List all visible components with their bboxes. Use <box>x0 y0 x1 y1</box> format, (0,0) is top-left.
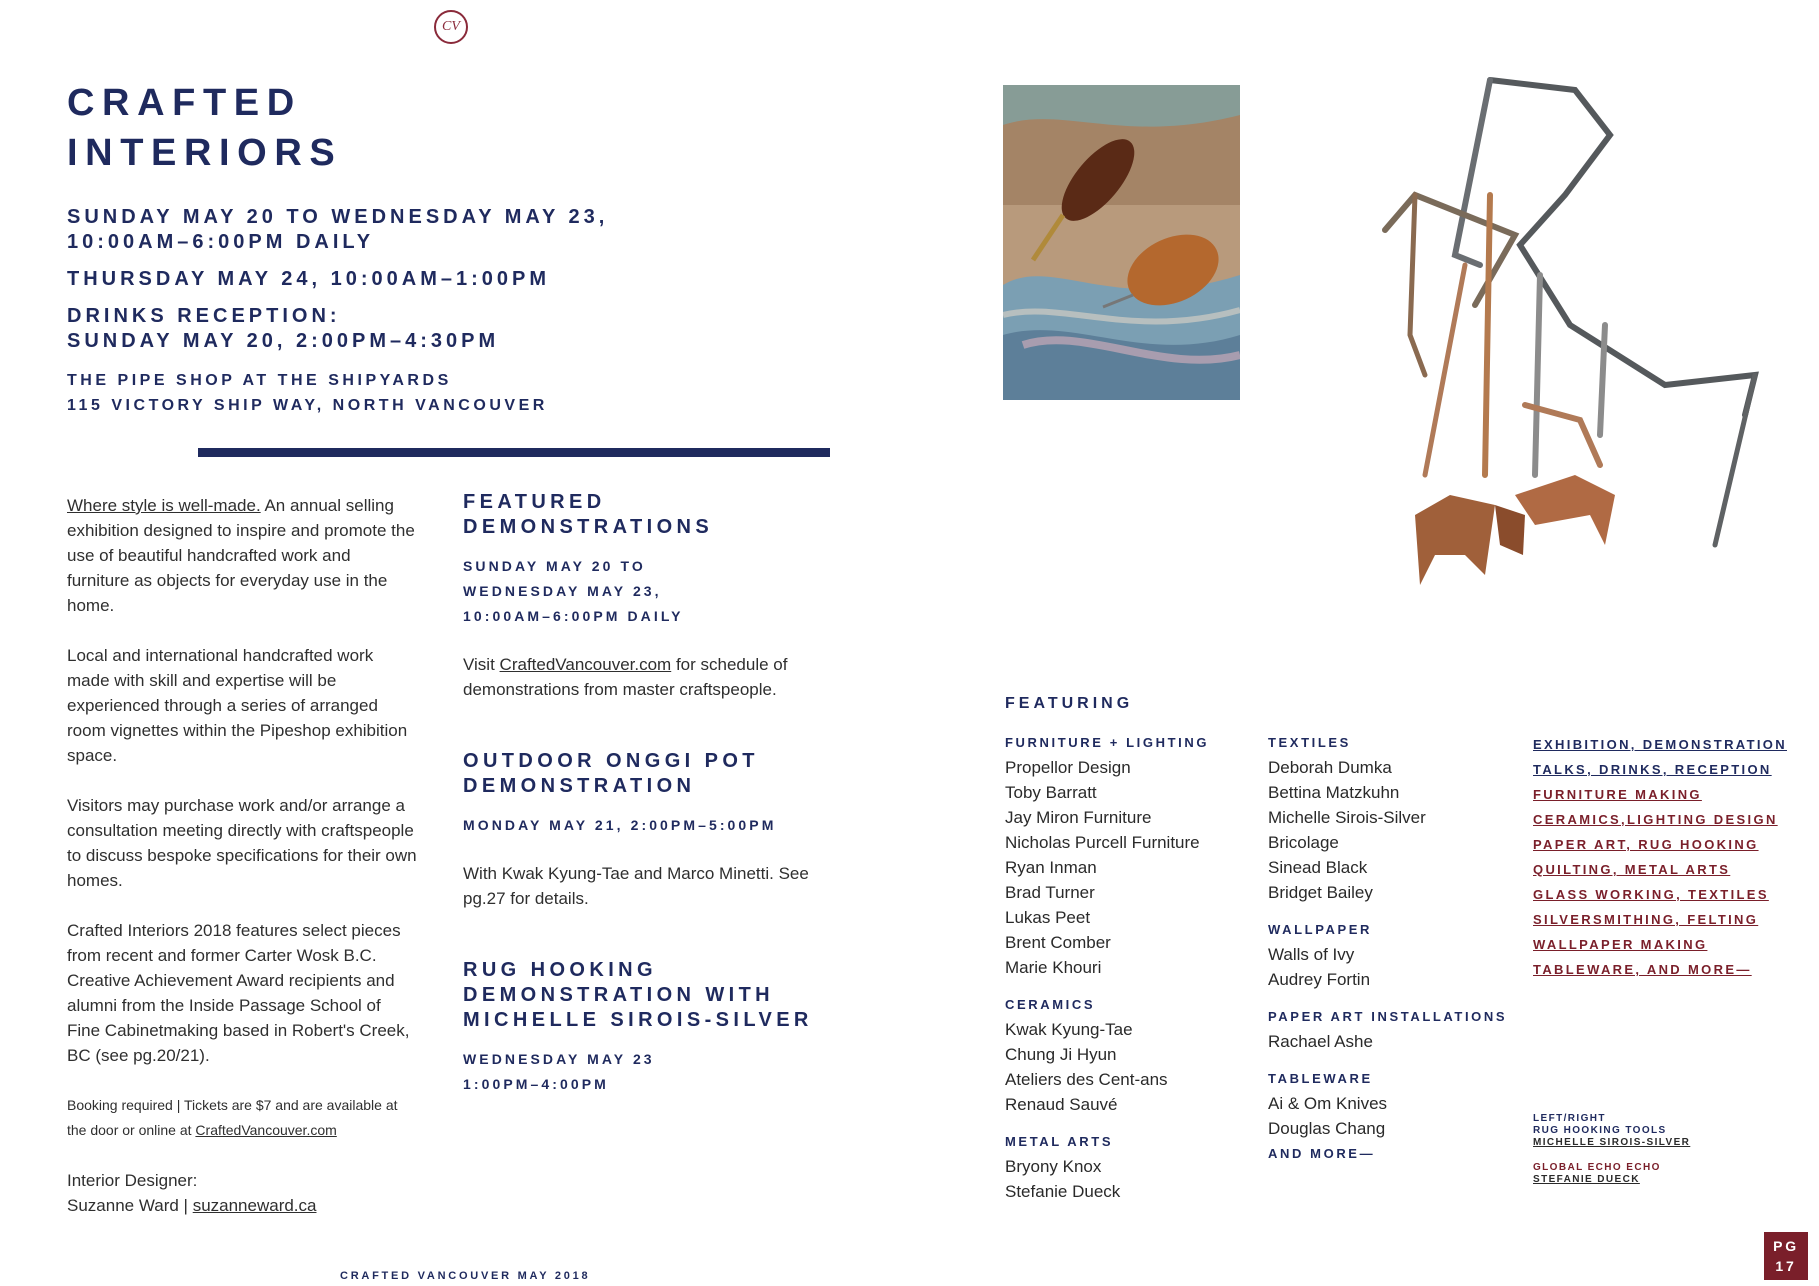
designer-credit <box>67 1193 417 1218</box>
maker-name: Propellor Design <box>1005 758 1131 777</box>
credit-line: RUG HOOKING TOOLS <box>1533 1125 1667 1136</box>
rug-hooking-illustration <box>1003 85 1240 400</box>
tag-link[interactable]: PAPER ART, RUG HOOKING <box>1533 837 1759 852</box>
maker-name: Lukas Peet <box>1005 908 1091 927</box>
featuring-group <box>1268 1004 1518 1054</box>
featuring-column-2 <box>1268 730 1518 1166</box>
credit-line: LEFT/RIGHT <box>1533 1113 1606 1124</box>
maker-name: Ai & Om Knives <box>1268 1094 1388 1113</box>
booking-link[interactable]: CraftedVancouver.com <box>195 1122 337 1138</box>
category-heading: FURNITURE + LIGHTING <box>1005 735 1210 750</box>
date-line: SUNDAY MAY 20 TO WEDNESDAY MAY 23, <box>67 206 609 228</box>
intro-column <box>67 493 417 1218</box>
intro-text: An annual selling exhibition designed to inspire and promote the use of beautiful handcrafted work and furniture as objects for everyday use in the home. <box>67 496 415 615</box>
venue-line: THE PIPE SHOP AT THE SHIPYARDS <box>67 372 452 389</box>
tag-link[interactable]: FURNITURE MAKING <box>1533 787 1702 802</box>
demo-description <box>463 652 823 702</box>
section-heading: DEMONSTRATIONS <box>463 516 714 538</box>
tag-link[interactable]: QUILTING, METAL ARTS <box>1533 862 1731 877</box>
section-heading: MICHELLE SIROIS-SILVER <box>463 1009 813 1031</box>
divider-rule <box>198 448 830 457</box>
category-heading: CERAMICS <box>1005 997 1096 1012</box>
metal-sculpture-photo <box>1375 75 1775 595</box>
tag-link[interactable]: WALLPAPER MAKING <box>1533 937 1708 952</box>
title-line-2: INTERIORS <box>67 132 343 174</box>
maker-name: Bettina Matzkuhn <box>1268 783 1400 802</box>
tag-link[interactable]: TALKS, DRINKS, RECEPTION <box>1533 762 1772 777</box>
logo-mark: CV <box>434 10 468 44</box>
demo-date: 1:00PM–4:00PM <box>463 1076 609 1092</box>
page-number-badge <box>1764 1232 1808 1280</box>
website-link[interactable]: CraftedVancouver.com <box>499 655 672 674</box>
demo-description: With Kwak Kyung-Tae and Marco Minetti. See pg.27 for details. <box>463 864 809 908</box>
maker-name: Walls of Ivy <box>1268 945 1355 964</box>
section-heading: OUTDOOR ONGGI POT <box>463 750 759 772</box>
page-number: 17 <box>1775 1258 1797 1274</box>
maker-name: Sinead Black <box>1268 858 1368 877</box>
reception-label: DRINKS RECEPTION: <box>67 305 341 327</box>
demo-date: 10:00AM–6:00PM DAILY <box>463 608 684 624</box>
featuring-group <box>1005 730 1255 980</box>
demo-date: MONDAY MAY 21, 2:00PM–5:00PM <box>463 817 777 833</box>
maker-name: Renaud Sauvé <box>1005 1095 1118 1114</box>
maker-name: Toby Barratt <box>1005 783 1097 802</box>
maker-name: Audrey Fortin <box>1268 970 1371 989</box>
photo-credits <box>1533 1113 1690 1186</box>
maker-name: Brad Turner <box>1005 883 1095 902</box>
maker-name: Ateliers des Cent-ans <box>1005 1070 1168 1089</box>
demo-text: for schedule of demonstrations from master craftspeople. <box>463 655 788 699</box>
maker-name: Bryony Knox <box>1005 1157 1102 1176</box>
category-heading: PAPER ART INSTALLATIONS <box>1268 1009 1508 1024</box>
tag-link[interactable]: TABLEWARE, AND MORE— <box>1533 962 1752 977</box>
intro-paragraph: Crafted Interiors 2018 features select pieces from recent and former Carter Wosk B.C. Creative Achievement Award recipients and alumni from the Inside Passage School of Fine Cabinetmaking based in Robert's Creek, BC (see pg.20/21). <box>67 921 410 1065</box>
intro-paragraph: Visitors may purchase work and/or arrange a consultation meeting directly with craftspeople to discuss bespoke specifications for their own homes. <box>67 796 417 890</box>
title-line-1: CRAFTED <box>67 82 302 124</box>
booking-info <box>67 1093 417 1143</box>
credit-line: GLOBAL ECHO ECHO <box>1533 1162 1661 1173</box>
maker-name: Brent Comber <box>1005 933 1111 952</box>
category-heading: TEXTILES <box>1268 735 1351 750</box>
intro-paragraph <box>67 493 417 618</box>
booking-text: Booking required | Tickets are $7 and are available at the door or online at <box>67 1097 398 1138</box>
maker-name: Deborah Dumka <box>1268 758 1392 777</box>
maker-name: Bricolage <box>1268 833 1339 852</box>
page-title <box>67 78 342 178</box>
demonstrations-column <box>463 490 823 1097</box>
event-dates <box>67 205 608 354</box>
section-heading: DEMONSTRATION WITH <box>463 984 775 1006</box>
section-heading: RUG HOOKING <box>463 959 657 981</box>
maker-name: Jay Miron Furniture <box>1005 808 1152 827</box>
date-line: THURSDAY MAY 24, 10:00AM–1:00PM <box>67 268 551 290</box>
metal-sculpture-illustration <box>1375 75 1775 595</box>
tag-link[interactable]: SILVERSMITHING, FELTING <box>1533 912 1759 927</box>
page-label: PG <box>1773 1238 1799 1254</box>
credit-line: MICHELLE SIROIS-SILVER <box>1533 1137 1691 1148</box>
demo-date: WEDNESDAY MAY 23, <box>463 583 662 599</box>
demo-date: SUNDAY MAY 20 TO <box>463 558 646 574</box>
featuring-group <box>1268 1066 1518 1141</box>
maker-name: Nicholas Purcell Furniture <box>1005 833 1200 852</box>
section-heading: DEMONSTRATION <box>463 775 696 797</box>
rug-hooking-tools-photo <box>1003 85 1240 400</box>
maker-name: Kwak Kyung-Tae <box>1005 1020 1133 1039</box>
demo-text: Visit <box>463 655 500 674</box>
featuring-group <box>1268 730 1518 905</box>
featuring-group <box>1005 1129 1255 1204</box>
tag-link[interactable]: EXHIBITION, DEMONSTRATION <box>1533 737 1787 752</box>
featuring-column-1 <box>1005 730 1255 1216</box>
maker-name: Bridget Bailey <box>1268 883 1373 902</box>
featuring-heading: FEATURING <box>1005 695 1134 712</box>
venue-address <box>67 368 548 418</box>
tag-link[interactable]: CERAMICS,LIGHTING DESIGN <box>1533 812 1778 827</box>
category-heading: METAL ARTS <box>1005 1134 1114 1149</box>
designer-label: Interior Designer: <box>67 1171 198 1190</box>
maker-name: Ryan Inman <box>1005 858 1097 877</box>
maker-name: Chung Ji Hyun <box>1005 1045 1117 1064</box>
footer-text: CRAFTED VANCOUVER MAY 2018 <box>340 1270 591 1282</box>
featuring-group <box>1268 917 1518 992</box>
demo-date: WEDNESDAY MAY 23 <box>463 1051 655 1067</box>
maker-name: Marie Khouri <box>1005 958 1102 977</box>
category-heading: WALLPAPER <box>1268 922 1373 937</box>
section-heading: FEATURED <box>463 491 606 513</box>
tagline: Where style is well-made. <box>67 496 261 515</box>
maker-name: Michelle Sirois-Silver <box>1268 808 1426 827</box>
tag-link[interactable]: GLASS WORKING, TEXTILES <box>1533 887 1769 902</box>
maker-name: Douglas Chang <box>1268 1119 1386 1138</box>
reception-date: SUNDAY MAY 20, 2:00PM–4:30PM <box>67 330 500 352</box>
intro-paragraph: Local and international handcrafted work made with skill and expertise will be experienced through a series of arranged room vignettes within the Pipeshop exhibition space. <box>67 646 408 765</box>
credit-line: STEFANIE DUECK <box>1533 1174 1640 1185</box>
date-line: 10:00AM–6:00PM DAILY <box>67 231 375 253</box>
venue-line: 115 VICTORY SHIP WAY, NORTH VANCOUVER <box>67 397 548 414</box>
designer-name: Suzanne Ward | <box>67 1196 193 1215</box>
tag-list <box>1533 732 1803 982</box>
category-heading: TABLEWARE <box>1268 1071 1373 1086</box>
and-more-label: AND MORE— <box>1268 1146 1376 1161</box>
designer-link[interactable]: suzanneward.ca <box>192 1196 317 1215</box>
maker-name: Rachael Ashe <box>1268 1032 1373 1051</box>
featuring-group <box>1005 992 1255 1117</box>
maker-name: Stefanie Dueck <box>1005 1182 1121 1201</box>
